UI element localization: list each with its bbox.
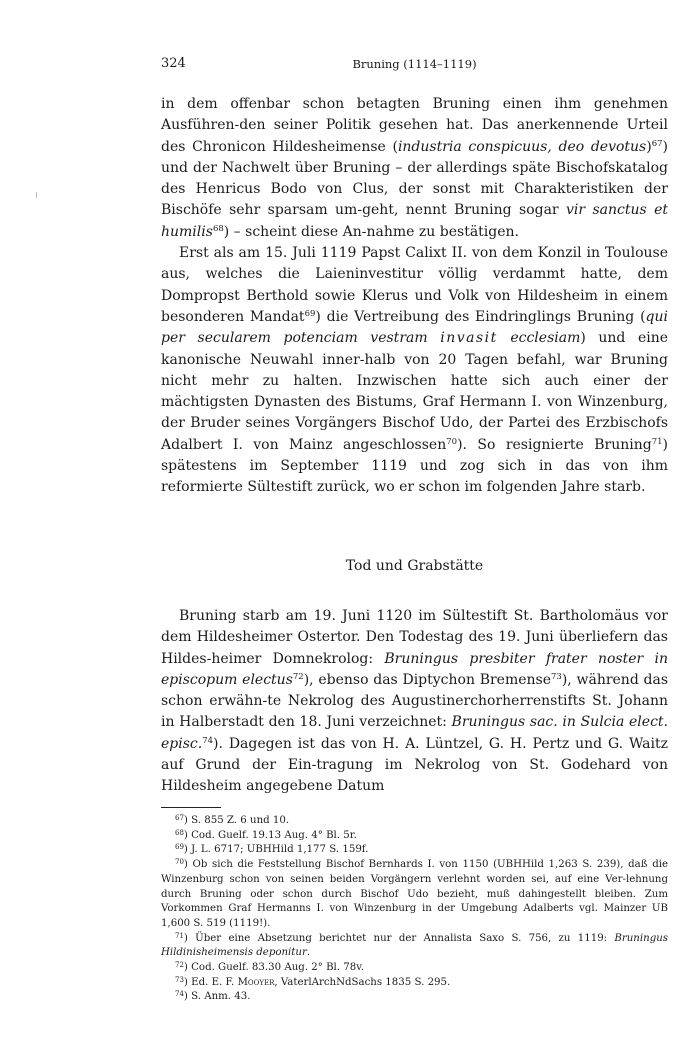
footnote-separator — [161, 807, 221, 808]
running-title: Bruning (1114–1119) — [352, 57, 477, 71]
footnote-67: $^{67}$) S. 855 Z. 6 und 10. — [175, 814, 290, 826]
paragraph-1: in dem offenbar schon betagten Bruning einen ihm genehmen Ausführen-den seiner Politik gesehen hat. Das anerkennende Urteil des Chronicon Hildesheimense (industria conspicuus, deo devotus)$^{67}$) und der Nachwelt über Bruning – der allerdings späte Bischofskatalog des Henricus Bodo von Clus, der sonst mit Charakteristiken der Bischöfe sehr sparsam um-geht, nennt Bruning sogar vir sanctus et humilis$^{68}$) – scheint diese An-nahme zu bestätigen. — [161, 96, 669, 240]
main-text — [161, 94, 668, 798]
footnote-ref-69[interactable]: 69 — [304, 308, 316, 319]
margin-mark — [36, 192, 37, 198]
paragraph-2: Erst als am 15. Juli 1119 Papst Calixt II. von dem Konzil in Toulouse aus, welches die Laieninvestitur völlig verdammt hatte, dem Dompropst Berthold sowie Klerus und Volk von Hildesheim in einem besonderen Mandat$^{69}$) die Vertreibung des Eindringlings Bruning (qui per secularem potenciam vestram invasit ecclesiam) und eine kanonische Neuwahl inner-halb von 20 Tagen befahl, war Bruning nicht mehr zu halten. Inzwischen hatte sich auch einer der mächtigsten Dynasten des Bistums, Graf Hermann I. von Winzenburg, der Bruder seines Vorgängers Bischof Udo, der Partei des Erzbischofs Adalbert I. von Mainz angeschlossen$^{70}$). So resignierte Bruning$^{71}$) spätestens im September 1119 und zog sich in das von ihm reformierte Sültestift zurück, wo er schon im folgenden Jahre starb. — [161, 245, 669, 496]
footnote-69: $^{69}$) J. L. 6717; UBHHild 1,177 S. 159f. — [175, 843, 369, 856]
footnote-ref-74[interactable]: 74 — [202, 735, 214, 746]
footnote-68: $^{68}$) Cod. Guelf. 19.13 Aug. 4° Bl. 5r. — [175, 828, 357, 841]
footnote-70: $^{70}$) Ob sich die Feststellung Bischof Bernhards I. von 1150 (UBHHild 1,263 S. 239), daß die Winzenburg schon von seinen beiden Vorgängern verlehnt worden sei, auf eine Ver-lehnung durch Bruning oder schon durch Bischof Udo bezieht, muß dahingestellt bleiben. Zum Vorkommen Graf Hermanns I. von Winzenburg in der Umgebung Adalberts vgl. Mainzer UB 1,600 S. 519 (1119!). — [161, 858, 668, 929]
footnote-ref-68[interactable]: 68 — [212, 223, 224, 234]
paragraph-3: Bruning starb am 19. Juni 1120 im Sültestift St. Bartholomäus vor dem Hildesheimer Ostertor. Den Todestag des 19. Juni überliefern das Hildes-heimer Domnekrolog: Bruningus presbiter frater noster in episcopum electus$^{72}$), ebenso das Diptychon Bremense$^{73}$), während das schon erwähn-te Nekrolog des Augustinerchorherrenstifts St. Johann in Halberstadt den 18. Juni verzeichnet: Bruningus sac. in Sulcia elect. episc.$^{74}$). Dagegen ist das von H. A. Lüntzel, G. H. Pertz und G. Waitz auf Grund der Ein-tragung im Nekrolog von St. Godehard von Hildesheim angegebene Datum — [161, 607, 669, 795]
footnote-72: $^{72}$) Cod. Guelf. 83.30 Aug. 2° Bl. 78v. — [175, 961, 365, 974]
footnote-73: $^{73}$) Ed. E. F. Mooyer, VaterlArchNdSachs 1835 S. 295. — [175, 975, 451, 988]
footnote-ref-67[interactable]: 67 — [651, 138, 663, 149]
footnote-ref-73[interactable]: 73 — [551, 671, 562, 682]
footnotes — [161, 814, 668, 1005]
running-header — [161, 56, 668, 76]
footnote-ref-72[interactable]: 72 — [292, 671, 304, 682]
footnote-74: $^{74}$) S. Anm. 43. — [175, 990, 251, 1003]
section-heading: Tod und Grabstätte — [345, 557, 484, 574]
page-number: 324 — [161, 56, 186, 71]
footnote-ref-70[interactable]: 70 — [446, 436, 458, 447]
footnote-71: $^{71}$) Über eine Absetzung berichtet nur der Annalista Saxo S. 756, zu 1119: Bruningus Hildinisheimensis deponitur. — [161, 931, 668, 959]
footnote-ref-71[interactable]: 71 — [651, 436, 663, 447]
